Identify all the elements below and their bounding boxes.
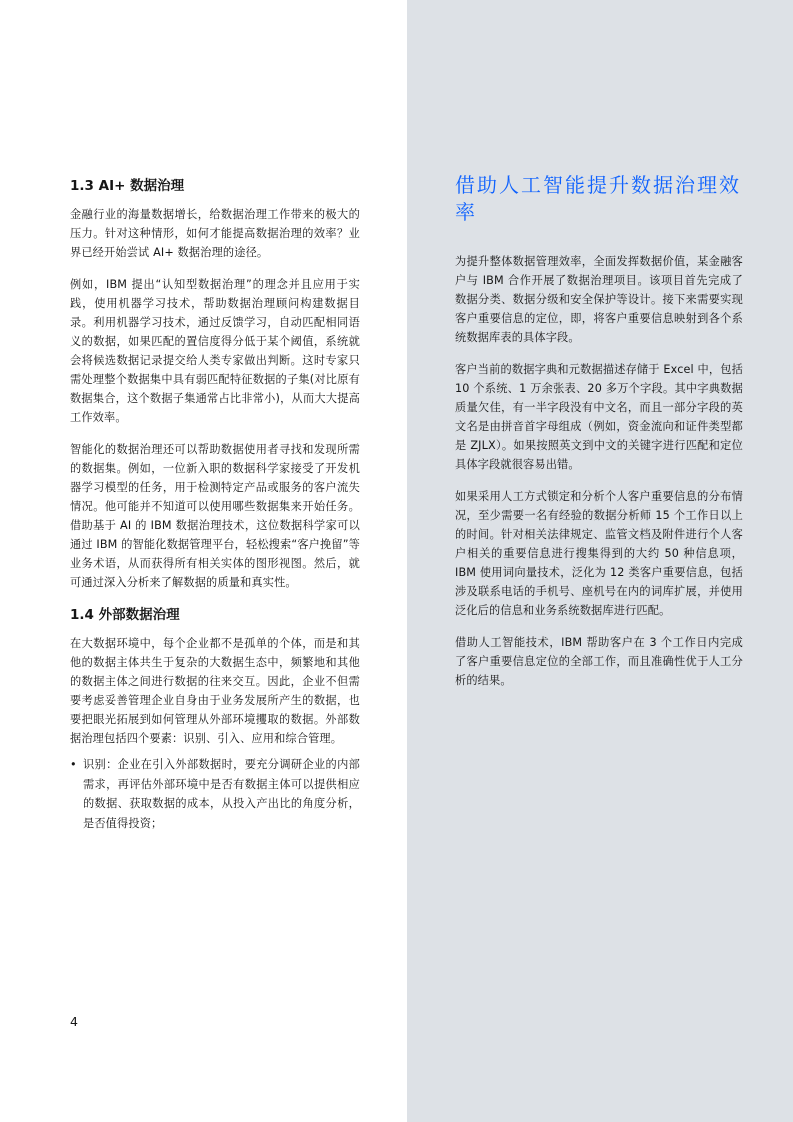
section-1-3-paragraph-2: 例如，IBM 提出“认知型数据治理”的理念并且应用于实践，使用机器学习技术，帮助数据治理顾问构建数据目录。利用机器学习技术，通过反馈学习，自动匹配相同语义的数据，如果匹配的置信度得分低于某个阈值，系统就会将候选数据记录提交给人类专家做出判断。这时专家只需处理整个数据集中具有弱匹配特征数据的子集(对比原有数据集合，这个数据子集通常占比非常小)，从而大大提高工作效率。 (70, 278, 360, 424)
callout-paragraph-3: 如果采用人工方式锁定和分析个人客户重要信息的分布情况，至少需要一名有经验的数据分析师 15 个工作日以上的时间。针对相关法律规定、监管文档及附件进行个人客户相关的重要信息进行搜集得到的大约 50 种信息项，IBM 使用词向量技术，泛化为 12 类客户重要信息，包括涉及联系电话的手机号、座机号在内的词库扩展，并使用泛化后的信息和业务系统数据库进行匹配。 (455, 490, 743, 617)
main-column (70, 176, 360, 833)
callout-paragraph-2: 客户当前的数据字典和元数据描述存储于 Excel 中，包括 10 个系统、1 万余张表、20 多万个字段。其中字典数据质量欠佳，有一半字段没有中文名，而且一部分字段的英文名是由拼音首字母组成（例如，资金流向和证件类型都是 ZJLX）。如果按照英文到中文的关键字进行匹配和定位具体字段就很容易出错。 (455, 363, 743, 471)
callout-title: 借助人工智能提升数据治理效率 (455, 173, 741, 224)
callout-paragraph-4: 借助人工智能技术，IBM 帮助客户在 3 个工作日内完成了客户重要信息定位的全部工作，而且准确性优于人工分析的结果。 (455, 636, 743, 687)
callout-column (455, 172, 743, 703)
section-1-4-title: 1.4 外部数据治理 (70, 607, 180, 623)
section-1-3-paragraph-1: 金融行业的海量数据增长，给数据治理工作带来的极大的压力。针对这种情形，如何才能提高数据治理的效率？业界已经开始尝试 AI+ 数据治理的途径。 (70, 208, 360, 259)
section-1-4-paragraph-1: 在大数据环境中，每个企业都不是孤单的个体，而是和其他的数据主体共生于复杂的大数据生态中，频繁地和其他的数据主体之间进行数据的往来交互。因此，企业不但需要考虑妥善管理企业自身由于业务发展所产生的数据，也要把眼光拓展到如何管理从外部环境攫取的数据。外部数据治理包括四个要素：识别、引入、应用和综合管理。 (70, 637, 360, 745)
section-1-3-paragraph-3: 智能化的数据治理还可以帮助数据使用者寻找和发现所需的数据集。例如，一位新入职的数据科学家接受了开发机器学习模型的任务，用于检测特定产品或服务的客户流失情况。他可能并不知道可以使用哪些数据集来开始任务。借助基于 AI 的 IBM 数据治理技术，这位数据科学家可以通过 IBM 的智能化数据管理平台，轻松搜索“客户挽留”等业务术语，从而获得所有相关实体的图形视图。然后，就可通过深入分析来了解数据的质量和真实性。 (70, 443, 360, 589)
page-number: 4 (70, 1014, 78, 1029)
bullet-item (70, 755, 360, 833)
bullet-dot-icon: • (70, 758, 77, 771)
bullet-item-text: 识别：企业在引入外部数据时，要充分调研企业的内部需求，再评估外部环境中是否有数据主体可以提供相应的数据、获取数据的成本，从投入产出比的角度分析，是否值得投资； (83, 758, 360, 830)
callout-paragraph-1: 为提升整体数据管理效率，全面发挥数据价值，某金融客户与 IBM 合作开展了数据治理项目。该项目首先完成了数据分类、数据分级和安全保护等设计。接下来需要实现客户重要信息的定位，即，将客户重要信息映射到各个系统数据库表的具体字段。 (455, 255, 743, 344)
section-1-3-title: 1.3 AI+ 数据治理 (70, 178, 185, 194)
